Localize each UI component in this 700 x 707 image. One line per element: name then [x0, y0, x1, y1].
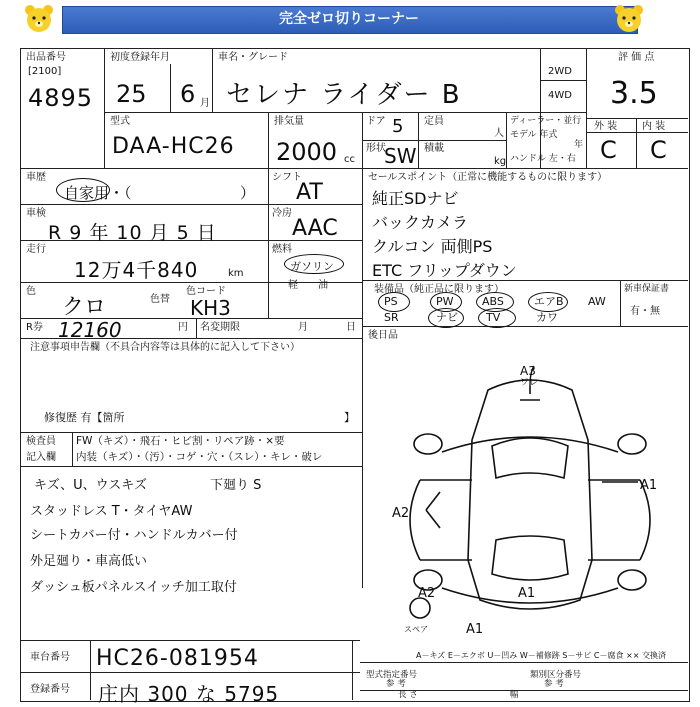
check-row-2: 内装（キズ）・（汚）・コゲ・穴・（スレ）・キレ・破レ: [76, 451, 323, 463]
warranty-label: 新車保証書: [624, 284, 670, 294]
legend-length: 長 さ: [398, 690, 418, 700]
repair-close: 】: [344, 411, 355, 424]
r-price-label: R券: [26, 322, 43, 333]
legend-ref-1: 参 考: [386, 679, 406, 689]
page-title: 完全ゼロ切りコーナー: [279, 11, 419, 27]
lot-number: 4895: [28, 84, 94, 112]
ac-value: AAC: [292, 216, 338, 241]
fuel-oil: 油: [318, 280, 328, 291]
first-reg-suffix: 月: [200, 98, 210, 109]
model-value: DAA-HC26: [112, 134, 235, 159]
doors-value: 5: [392, 116, 404, 137]
car-name-label: 車名・グレード: [218, 52, 288, 63]
capacity-unit: 人: [494, 128, 504, 139]
equip-pw: PW: [436, 295, 454, 308]
plate-value: 庄内 300 な 5795: [98, 682, 280, 706]
legend-ref-2: 参 考: [544, 679, 564, 689]
bear-mascot-icon: [612, 2, 646, 36]
diagram-a3: A3: [520, 364, 536, 378]
model-year-unit: 年: [574, 140, 584, 150]
rating-exterior: C: [600, 136, 617, 164]
sales-point-4: ETC フリップダウン: [372, 261, 517, 280]
header-bar: [0, 0, 700, 38]
load-label: 積載: [424, 143, 444, 154]
equip-circle: [378, 292, 410, 312]
legend-width: 幅: [510, 690, 519, 700]
equip-circle: [528, 292, 568, 312]
handle-label: ハンドル 左・右: [510, 154, 576, 164]
paint-label: 色替: [150, 294, 170, 305]
equip-leather: カワ: [536, 311, 558, 324]
diagram-spare: スペア: [404, 625, 428, 634]
underbody-note: 下廻り S: [210, 478, 262, 493]
warranty-value: 有・無: [630, 306, 660, 317]
usage-close: ）: [240, 184, 256, 202]
chassis-label: 車台番号: [30, 652, 70, 663]
check-row-1: FW（キズ）・飛石・ヒビ割・リペア跡・×要: [76, 435, 285, 447]
doors-label: ドア: [366, 116, 386, 127]
inspection-value: R 9 年 10 月 5 日: [48, 222, 217, 244]
sales-point-2: バックカメラ: [372, 213, 469, 232]
plate-label: 登録番号: [30, 684, 70, 695]
displacement-unit: cc: [344, 154, 355, 165]
name-limit-month: 月: [298, 322, 308, 333]
rating-exterior-label: 外 装: [594, 121, 618, 132]
displacement-value: 2000: [276, 138, 338, 166]
first-reg-label: 初度登録年月: [110, 52, 170, 63]
check-label: 検査員: [26, 436, 56, 447]
diagram-a1-right: A1: [640, 478, 658, 493]
dealer-label: ディーラー・並行: [510, 116, 582, 126]
comment-2: スタッドレス T・タイヤAW: [30, 504, 193, 519]
equip-airbag: エアB: [534, 295, 564, 308]
rating-value: 3.5: [610, 76, 658, 111]
legend-model-label: 型式指定番号: [366, 670, 418, 680]
legend-codes: A－キズ E－エクボ U－凹み W－補修跡 S－サビ C－腐食 ×× 交換済: [416, 651, 667, 660]
drive-2wd: 2WD: [548, 66, 572, 77]
attached-label: 後日品: [368, 330, 398, 341]
displacement-label: 排気量: [274, 116, 304, 127]
fuel-gasoline: ガソリン: [290, 260, 334, 273]
shift-value: AT: [296, 180, 323, 205]
car-name-value: セレナ ライダー B: [226, 80, 462, 110]
sales-point-1: 純正SDナビ: [372, 189, 459, 208]
r-price-unit: 円: [178, 322, 188, 333]
color-label: 色: [26, 286, 36, 297]
equip-circle: [428, 308, 464, 328]
diagram-a1-low: A1: [518, 586, 536, 601]
equip-ps: PS: [384, 295, 398, 308]
repair-history: 修復歴 有【箇所: [44, 411, 125, 424]
check-label-2: 記入欄: [26, 452, 56, 463]
lot-code: [2100]: [28, 66, 62, 77]
usage-label: 車歴: [26, 172, 46, 183]
comment-3: シートカバー付・ハンドルカバー付: [30, 528, 238, 543]
fuel-label: 燃料: [272, 244, 292, 255]
load-unit: kg: [494, 156, 507, 167]
usage-value: 自家用・（: [64, 184, 132, 202]
shape-label: 形状: [366, 143, 386, 154]
equip-sr: SR: [384, 311, 399, 324]
equip-aw: AW: [588, 295, 606, 308]
color-code-value: KH3: [190, 296, 231, 320]
capacity-label: 定員: [424, 116, 444, 127]
legend-category-label: 類別区分番号: [530, 670, 582, 680]
fuel-light: 軽: [288, 280, 298, 291]
diagram-a2-low: A2: [418, 586, 436, 601]
usage-selection-circle: [56, 178, 110, 202]
bear-mascot-icon: [22, 2, 56, 36]
rating-interior: C: [650, 136, 667, 164]
r-price-value: 12160: [58, 318, 122, 342]
chassis-value: HC26-081954: [96, 646, 259, 671]
inspection-label: 車検: [26, 208, 46, 219]
mileage-value: 12万4千840: [74, 258, 199, 282]
comment-4: 外足廻り・車高低い: [30, 554, 148, 569]
mileage-label: 走行: [26, 244, 46, 255]
equip-navi: ナビ: [436, 311, 458, 324]
diagram-a1-bottom: A1: [466, 622, 484, 637]
fuel-selection-circle: [284, 254, 344, 274]
diagram-a3-note: ワレ: [520, 378, 539, 388]
equipment-label: 装備品（純正品に限ります）: [374, 284, 504, 295]
mileage-unit: km: [228, 268, 244, 279]
sales-point-3: クルコン 両側PS: [372, 237, 493, 256]
lot-label: 出品番号: [26, 52, 66, 63]
shift-label: シフト: [272, 172, 302, 183]
shape-value: SW: [384, 144, 417, 168]
rating-interior-label: 内 装: [642, 121, 666, 132]
drive-4wd: 4WD: [548, 90, 572, 101]
equip-circle: [478, 308, 516, 328]
color-value: クロ: [62, 295, 107, 320]
first-reg-year: 25: [116, 80, 147, 108]
sales-points-label: セールスポイント（正常に機能するものに限ります）: [368, 172, 608, 183]
comment-5: ダッシュ板パネルスイッチ加工取付: [30, 580, 237, 595]
first-reg-month: 6: [180, 80, 196, 108]
color-code-label: 色コード: [186, 286, 226, 297]
equip-abs: ABS: [482, 295, 504, 308]
notes-label: 注意事項申告欄（不具合内容等は具体的に記入して下さい）: [30, 342, 300, 353]
equip-tv: TV: [486, 311, 501, 324]
model-label: 型式: [110, 116, 130, 127]
model-year-label: モデル 年式: [510, 130, 558, 140]
rating-label: 評 価 点: [618, 52, 655, 63]
ac-label: 冷房: [272, 208, 292, 219]
name-limit-day: 日: [346, 322, 356, 333]
name-limit-label: 名変期限: [200, 322, 240, 333]
comment-1: キズ、U、ウスキズ: [34, 478, 147, 493]
diagram-a2-left: A2: [392, 506, 410, 521]
